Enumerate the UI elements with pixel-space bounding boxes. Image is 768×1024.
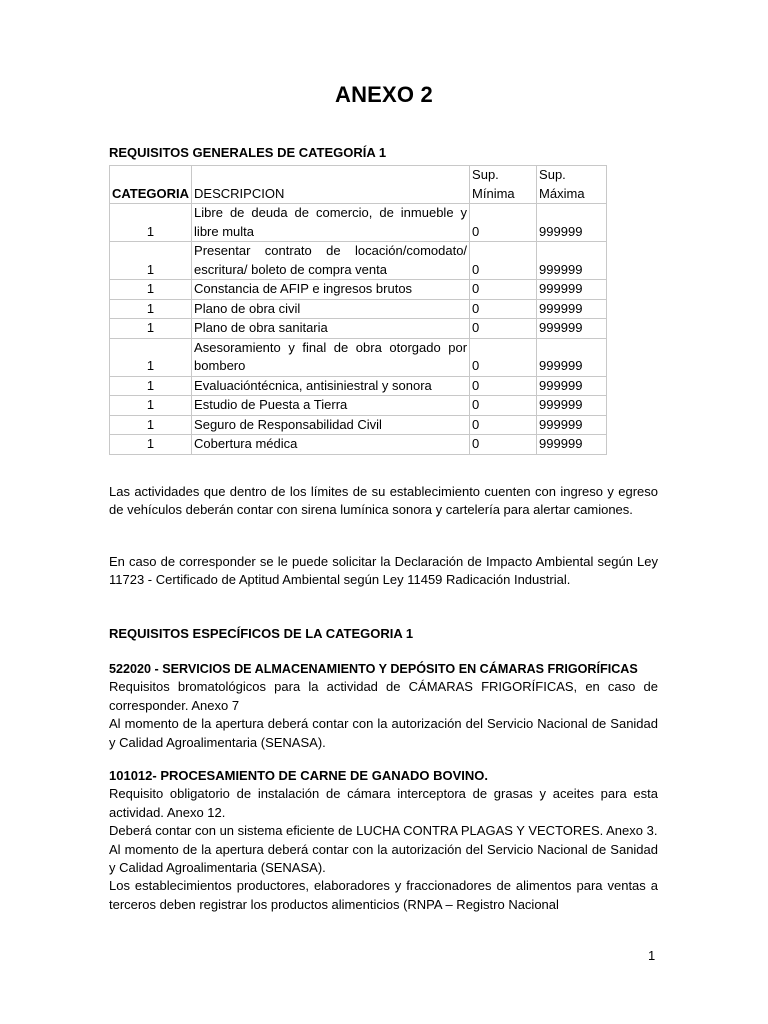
cell-sup-maxima: 999999	[537, 204, 607, 242]
cell-categoria: 1	[110, 204, 192, 242]
cell-sup-minima: 0	[470, 204, 537, 242]
cell-descripcion: Estudio de Puesta a Tierra	[192, 396, 470, 416]
cell-sup-minima: 0	[470, 319, 537, 339]
cell-categoria: 1	[110, 242, 192, 280]
cell-sup-minima: 0	[470, 415, 537, 435]
table-row	[110, 415, 607, 435]
cell-descripcion: Plano de obra civil	[192, 299, 470, 319]
section-heading-especificos: REQUISITOS ESPECÍFICOS DE LA CATEGORIA 1	[109, 626, 414, 641]
cell-categoria: 1	[110, 396, 192, 416]
paragraph-impacto-ambiental: En caso de corresponder se le puede solicitar la Declaración de Impacto Ambiental según Ley 11723 - Certificado de Aptitud Ambiental según Ley 11459 Radicación Industrial.	[109, 554, 658, 588]
cell-descripcion: Evaluacióntécnica, antisiniestral y sonora	[192, 376, 470, 396]
paragraph-camara-interceptora: Requisito obligatorio de instalación de cámara interceptora de grasas y aceites para esta actividad. Anexo 12.	[109, 786, 658, 820]
cell-sup-minima: 0	[470, 376, 537, 396]
cell-sup-maxima: 999999	[537, 415, 607, 435]
cell-sup-minima: 0	[470, 280, 537, 300]
section-camaras-frigorificas	[109, 660, 658, 752]
header-descripcion: DESCRIPCION	[192, 166, 470, 204]
cell-descripcion: Presentar contrato de locación/comodato/ escritura/ boleto de compra venta	[192, 242, 470, 280]
cell-categoria: 1	[110, 415, 192, 435]
cell-sup-maxima: 999999	[537, 396, 607, 416]
page-title: ANEXO 2	[335, 82, 433, 107]
cell-descripcion: Seguro de Responsabilidad Civil	[192, 415, 470, 435]
paragraph-vehiculos: Las actividades que dentro de los límites de su establecimiento cuenten con ingreso y egreso de vehículos deberán contar con sirena lumínica sonora y cartelería para alertar camiones.	[109, 484, 658, 518]
cell-descripcion: Asesoramiento y final de obra otorgado por bombero	[192, 338, 470, 376]
subsection-heading-522020: 522020 - SERVICIOS DE ALMACENAMIENTO Y DEPÓSITO EN CÁMARAS FRIGORÍFICAS	[109, 662, 638, 676]
table-row	[110, 299, 607, 319]
table-row	[110, 376, 607, 396]
subsection-heading-101012: 101012- PROCESAMIENTO DE CARNE DE GANADO BOVINO.	[109, 768, 488, 783]
cell-sup-minima: 0	[470, 299, 537, 319]
table-row	[110, 319, 607, 339]
cell-categoria: 1	[110, 435, 192, 455]
cell-descripcion: Plano de obra sanitaria	[192, 319, 470, 339]
cell-sup-maxima: 999999	[537, 242, 607, 280]
cell-descripcion: Constancia de AFIP e ingresos brutos	[192, 280, 470, 300]
cell-sup-minima: 0	[470, 435, 537, 455]
table-row	[110, 242, 607, 280]
section-carne-bovino	[109, 767, 658, 914]
section-heading-general: REQUISITOS GENERALES DE CATEGORÍA 1	[109, 145, 387, 160]
cell-descripcion: Cobertura médica	[192, 435, 470, 455]
table-row	[110, 338, 607, 376]
cell-sup-minima: 0	[470, 396, 537, 416]
header-sup-minima: Sup. Mínima	[470, 166, 537, 204]
table-row	[110, 435, 607, 455]
paragraph-senasa-1: Al momento de la apertura deberá contar con la autorización del Servicio Nacional de Sanidad y Calidad Agroalimentaria (SENASA).	[109, 716, 658, 750]
cell-sup-maxima: 999999	[537, 435, 607, 455]
cell-sup-minima: 0	[470, 338, 537, 376]
cell-categoria: 1	[110, 338, 192, 376]
header-categoria: CATEGORIA	[110, 166, 192, 204]
paragraph-bromatologicos: Requisitos bromatológicos para la actividad de CÁMARAS FRIGORÍFICAS, en caso de corresponder. Anexo 7	[109, 679, 658, 713]
table-header-row	[110, 166, 607, 204]
cell-sup-maxima: 999999	[537, 338, 607, 376]
cell-sup-minima: 0	[470, 242, 537, 280]
table-row	[110, 396, 607, 416]
paragraph-senasa-2: Al momento de la apertura deberá contar con la autorización del Servicio Nacional de Sanidad y Calidad Agroalimentaria (SENASA).	[109, 841, 658, 876]
cell-categoria: 1	[110, 280, 192, 300]
cell-descripcion: Libre de deuda de comercio, de inmueble y libre multa	[192, 204, 470, 242]
cell-sup-maxima: 999999	[537, 376, 607, 396]
cell-categoria: 1	[110, 319, 192, 339]
cell-sup-maxima: 999999	[537, 319, 607, 339]
cell-categoria: 1	[110, 299, 192, 319]
cell-categoria: 1	[110, 376, 192, 396]
cell-sup-maxima: 999999	[537, 299, 607, 319]
table-row	[110, 280, 607, 300]
requirements-table	[109, 165, 607, 455]
header-sup-maxima: Sup. Máxima	[537, 166, 607, 204]
paragraph-rnpa: Los establecimientos productores, elaboradores y fraccionadores de alimentos para ventas a terceros deben registrar los productos alimenticios (RNPA – Registro Nacional	[109, 878, 658, 912]
paragraph-plagas: Deberá contar con un sistema eficiente de LUCHA CONTRA PLAGAS Y VECTORES. Anexo 3.	[109, 823, 658, 839]
table-row	[110, 204, 607, 242]
page-number: 1	[648, 948, 656, 963]
cell-sup-maxima: 999999	[537, 280, 607, 300]
